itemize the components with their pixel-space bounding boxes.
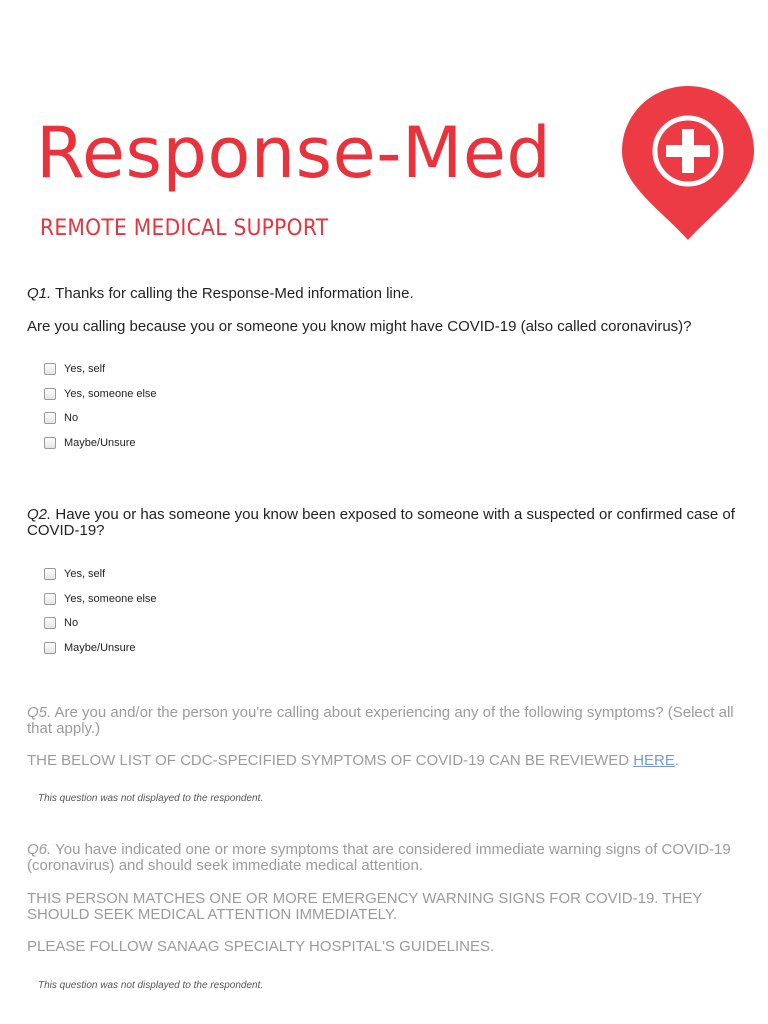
- not-displayed-note: This question was not displayed to the respondent.: [38, 793, 264, 804]
- checkbox[interactable]: [44, 388, 56, 400]
- checkbox[interactable]: [44, 437, 56, 449]
- question-q6-guidelines: PLEASE FOLLOW SANAAG SPECIALTY HOSPITAL'S GUIDELINES.: [27, 938, 495, 955]
- option-label: Maybe/Unsure: [64, 641, 136, 654]
- question-text: Thanks for calling the Response-Med information line.: [55, 285, 414, 302]
- option-yes-someone-else[interactable]: [44, 587, 157, 612]
- option-maybe-unsure[interactable]: [44, 636, 157, 661]
- question-q1-prompt: Are you calling because you or someone you know might have COVID-19 (also called coronavirus)?: [27, 318, 692, 335]
- not-displayed-note: This question was not displayed to the respondent.: [38, 980, 264, 991]
- option-yes-self[interactable]: [44, 562, 157, 587]
- question-number: Q6.: [27, 841, 52, 858]
- checkbox[interactable]: [44, 568, 56, 580]
- options-q1: [44, 357, 157, 455]
- question-q2: [27, 507, 747, 539]
- here-link[interactable]: HERE: [633, 752, 675, 769]
- cdc-list-text: THE BELOW LIST OF CDC-SPECIFIED SYMPTOMS OF COVID-19 CAN BE REVIEWED: [27, 752, 634, 769]
- question-number: Q1.: [27, 285, 52, 302]
- question-q6-warning: THIS PERSON MATCHES ONE OR MORE EMERGENCY WARNING SIGNS FOR COVID-19. THEY SHOULD SEEK MEDICAL ATTENTION IMMEDIATELY.: [27, 890, 703, 923]
- option-yes-self[interactable]: [44, 357, 157, 382]
- option-label: No: [64, 617, 79, 630]
- option-label: Yes, someone else: [64, 387, 157, 400]
- question-text: Are you and/or the person you're calling about experiencing any of the following symptoms? (Select all that apply.): [27, 704, 734, 737]
- checkbox[interactable]: [44, 363, 56, 375]
- option-label: Yes, someone else: [64, 592, 157, 605]
- question-q5: [27, 705, 747, 737]
- option-label: Yes, self: [64, 363, 106, 376]
- period: .: [674, 752, 680, 769]
- option-no[interactable]: [44, 406, 157, 431]
- checkbox[interactable]: [44, 412, 56, 424]
- option-label: Yes, self: [64, 568, 106, 581]
- option-no[interactable]: [44, 611, 157, 636]
- question-q6: [27, 842, 747, 874]
- brand-subtitle: REMOTE MEDICAL SUPPORT: [40, 216, 329, 241]
- option-yes-someone-else[interactable]: [44, 382, 157, 407]
- checkbox[interactable]: [44, 617, 56, 629]
- question-text: You have indicated one or more symptoms that are considered immediate warning signs of COVID-19 (coronavirus) and should seek immediate medical attention.: [27, 841, 731, 874]
- brand-title: Response-Med: [36, 112, 552, 194]
- question-number: Q5.: [27, 704, 52, 721]
- option-label: Maybe/Unsure: [64, 436, 136, 449]
- question-q5-note-text: [27, 753, 747, 769]
- question-q1: [27, 286, 747, 302]
- option-label: No: [64, 412, 79, 425]
- map-pin-medical-cross-icon: [620, 84, 756, 242]
- checkbox[interactable]: [44, 593, 56, 605]
- checkbox[interactable]: [44, 642, 56, 654]
- question-number: Q2.: [27, 506, 52, 523]
- option-maybe-unsure[interactable]: [44, 431, 157, 456]
- options-q2: [44, 562, 157, 660]
- question-text: Have you or has someone you know been exposed to someone with a suspected or confirmed case of COVID-19?: [27, 506, 735, 539]
